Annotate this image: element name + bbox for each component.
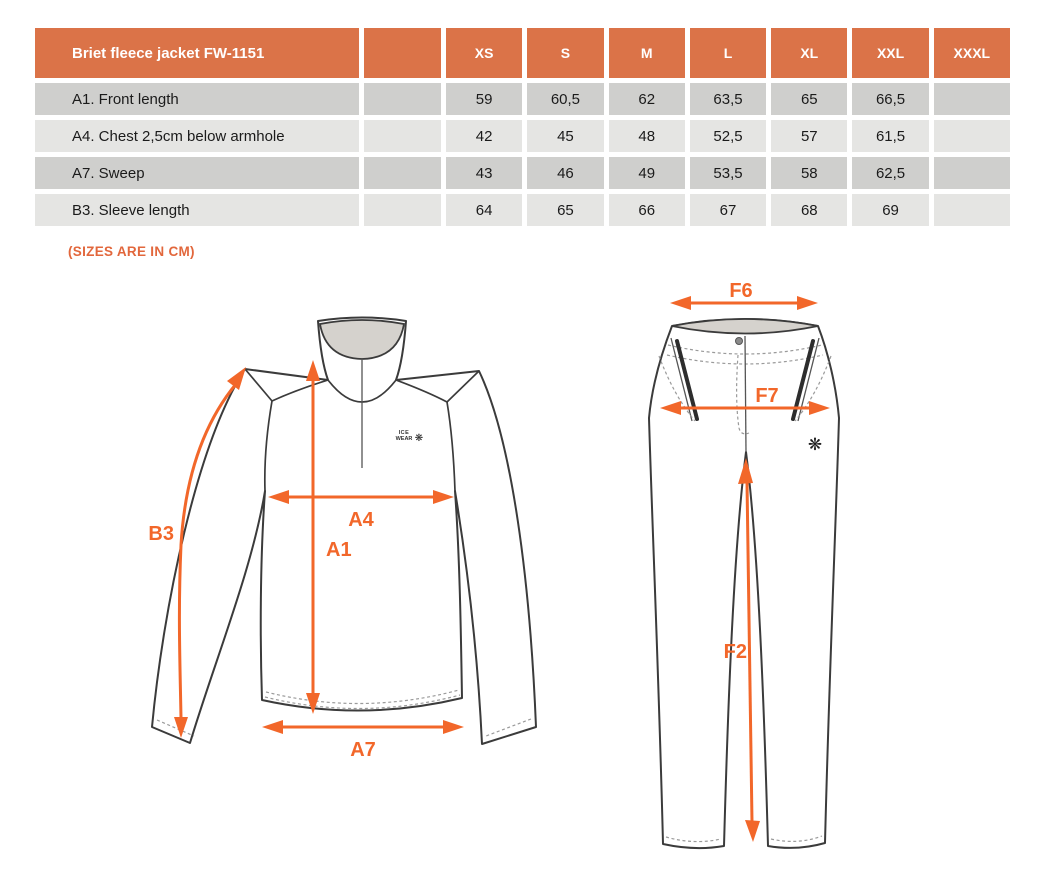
measurement-label-b3: B3 bbox=[148, 523, 174, 545]
size-value: 69 bbox=[852, 194, 928, 226]
measurement-label-f2: F2 bbox=[723, 641, 747, 663]
snowflake-icon: ❋ bbox=[807, 435, 823, 455]
size-value: 66,5 bbox=[852, 83, 928, 115]
size-value: 65 bbox=[771, 83, 847, 115]
size-value bbox=[934, 194, 1010, 226]
size-value: 68 bbox=[771, 194, 847, 226]
size-value: 61,5 bbox=[852, 120, 928, 152]
size-value: 65 bbox=[527, 194, 603, 226]
measurement-label-a1: A1 bbox=[326, 539, 352, 561]
size-value: 67 bbox=[690, 194, 766, 226]
size-value: 62,5 bbox=[852, 157, 928, 189]
measurement-label-a7: A7 bbox=[350, 739, 376, 761]
size-value: 45 bbox=[527, 120, 603, 152]
measurement-arrow-f6 bbox=[670, 280, 818, 310]
size-value: 48 bbox=[609, 120, 685, 152]
size-value: 63,5 bbox=[690, 83, 766, 115]
row-spacer-cell bbox=[364, 83, 441, 115]
jacket-body-outline bbox=[152, 318, 536, 745]
size-value: 59 bbox=[446, 83, 522, 115]
column-header-l: L bbox=[690, 28, 766, 78]
row-label: A7. Sweep bbox=[35, 157, 359, 189]
row-spacer-cell bbox=[364, 194, 441, 226]
logo-text-bottom: WEAR bbox=[395, 436, 413, 442]
measurement-arrow-a7 bbox=[262, 720, 464, 761]
measurement-label-a4: A4 bbox=[348, 509, 374, 531]
size-value: 43 bbox=[446, 157, 522, 189]
sizes-note: (SIZES ARE IN CM) bbox=[68, 244, 195, 259]
column-header-m: M bbox=[609, 28, 685, 78]
waist-button bbox=[736, 338, 743, 345]
header-spacer-cell bbox=[364, 28, 441, 78]
column-header-xxxl: XXXL bbox=[934, 28, 1010, 78]
row-label: A4. Chest 2,5cm below armhole bbox=[35, 120, 359, 152]
row-spacer-cell bbox=[364, 120, 441, 152]
size-value: 42 bbox=[446, 120, 522, 152]
row-spacer-cell bbox=[364, 157, 441, 189]
size-value: 53,5 bbox=[690, 157, 766, 189]
size-value bbox=[934, 120, 1010, 152]
size-value: 57 bbox=[771, 120, 847, 152]
size-value: 49 bbox=[609, 157, 685, 189]
pants-drawing bbox=[649, 280, 839, 848]
size-value: 60,5 bbox=[527, 83, 603, 115]
logo-snowflake-icon: ❋ bbox=[414, 433, 424, 444]
row-label: B3. Sleeve length bbox=[35, 194, 359, 226]
column-header-xl: XL bbox=[771, 28, 847, 78]
row-label: A1. Front length bbox=[35, 83, 359, 115]
size-value: 62 bbox=[609, 83, 685, 115]
size-value bbox=[934, 157, 1010, 189]
column-header-s: S bbox=[527, 28, 603, 78]
size-value: 46 bbox=[527, 157, 603, 189]
size-value: 58 bbox=[771, 157, 847, 189]
measurement-diagram bbox=[0, 268, 1040, 894]
size-value: 64 bbox=[446, 194, 522, 226]
size-value bbox=[934, 83, 1010, 115]
size-value: 66 bbox=[609, 194, 685, 226]
jacket-drawing bbox=[148, 318, 536, 762]
logo-text-top: ICE bbox=[398, 430, 410, 436]
size-table bbox=[35, 28, 1010, 226]
measurement-label-f6: F6 bbox=[729, 280, 753, 302]
measurement-label-f7: F7 bbox=[755, 385, 779, 407]
column-header-xxl: XXL bbox=[852, 28, 928, 78]
size-value: 52,5 bbox=[690, 120, 766, 152]
table-title: Briet fleece jacket FW-1151 bbox=[35, 28, 359, 78]
column-header-xs: XS bbox=[446, 28, 522, 78]
